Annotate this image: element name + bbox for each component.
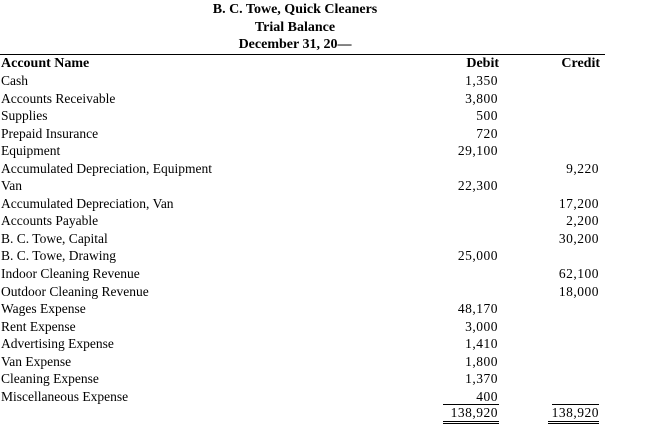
account-name: Rent Expense (1, 318, 76, 334)
credit-amount: 17,200 (558, 195, 599, 211)
account-name: B. C. Towe, Drawing (1, 248, 117, 264)
statement-title: Trial Balance (254, 20, 336, 35)
account-name: Van Expense (1, 353, 72, 369)
column-header-debit: Debit (466, 56, 499, 71)
debit-amount: 48,170 (457, 301, 498, 317)
statement-date: December 31, 20— (238, 37, 352, 52)
account-name: Miscellaneous Expense (1, 388, 129, 404)
table-row (0, 353, 650, 371)
table-row (0, 230, 650, 248)
column-header-credit: Credit (561, 56, 600, 71)
table-row (0, 90, 650, 108)
debit-amount: 3,000 (465, 318, 498, 334)
debit-amount: 22,300 (457, 178, 498, 194)
table-row (0, 335, 650, 353)
table-row (0, 247, 650, 265)
debit-amount: 720 (476, 125, 498, 141)
table-row (0, 72, 650, 90)
credit-amount: 62,100 (558, 266, 599, 282)
debit-total-double-rule (443, 421, 499, 424)
debit-amount: 500 (476, 108, 498, 124)
account-name: Accounts Payable (1, 213, 99, 229)
account-name: Accumulated Depreciation, Van (1, 195, 174, 211)
account-name: Accumulated Depreciation, Equipment (1, 160, 213, 176)
debit-amount: 400 (476, 388, 498, 404)
debit-amount: 1,350 (465, 73, 498, 88)
table-row (0, 125, 650, 143)
credit-amount: 18,000 (558, 283, 599, 299)
account-name: Cleaning Expense (1, 371, 99, 387)
table-row (0, 265, 650, 283)
table-row (0, 318, 650, 336)
account-name: Prepaid Insurance (1, 125, 99, 141)
account-name: Supplies (1, 108, 48, 124)
debit-amount: 1,410 (465, 336, 498, 352)
credit-total-double-rule (548, 421, 599, 424)
header-rule (0, 54, 605, 55)
debit-amount: 3,800 (465, 90, 498, 106)
table-row (0, 388, 650, 406)
debit-amount: 29,100 (457, 143, 498, 159)
company-name: B. C. Towe, Quick Cleaners (212, 2, 378, 17)
column-header-account-name: Account Name (1, 56, 90, 71)
account-name: Indoor Cleaning Revenue (1, 266, 140, 282)
table-row (0, 177, 650, 195)
account-name: Cash (1, 73, 28, 88)
credit-amount: 30,200 (558, 230, 599, 246)
table-row (0, 142, 650, 160)
account-name: Equipment (1, 143, 61, 159)
table-row (0, 212, 650, 230)
account-name: Advertising Expense (1, 336, 114, 352)
account-name: Van (1, 178, 22, 194)
table-row (0, 160, 650, 178)
account-name: Accounts Receivable (1, 90, 116, 106)
table-row (0, 107, 650, 125)
account-name: Outdoor Cleaning Revenue (1, 283, 149, 299)
table-row (0, 300, 650, 318)
debit-amount: 1,800 (465, 353, 498, 369)
table-row (0, 195, 650, 213)
debit-amount: 1,370 (465, 371, 498, 387)
credit-amount: 2,200 (566, 213, 599, 229)
total-debit: 138,920 (450, 405, 498, 420)
account-list (0, 72, 650, 405)
account-name: B. C. Towe, Capital (1, 230, 108, 246)
total-credit: 138,920 (551, 405, 599, 420)
account-name: Wages Expense (1, 301, 86, 317)
table-row (0, 370, 650, 388)
debit-amount: 25,000 (457, 248, 498, 264)
table-row (0, 283, 650, 301)
credit-amount: 9,220 (566, 160, 599, 176)
